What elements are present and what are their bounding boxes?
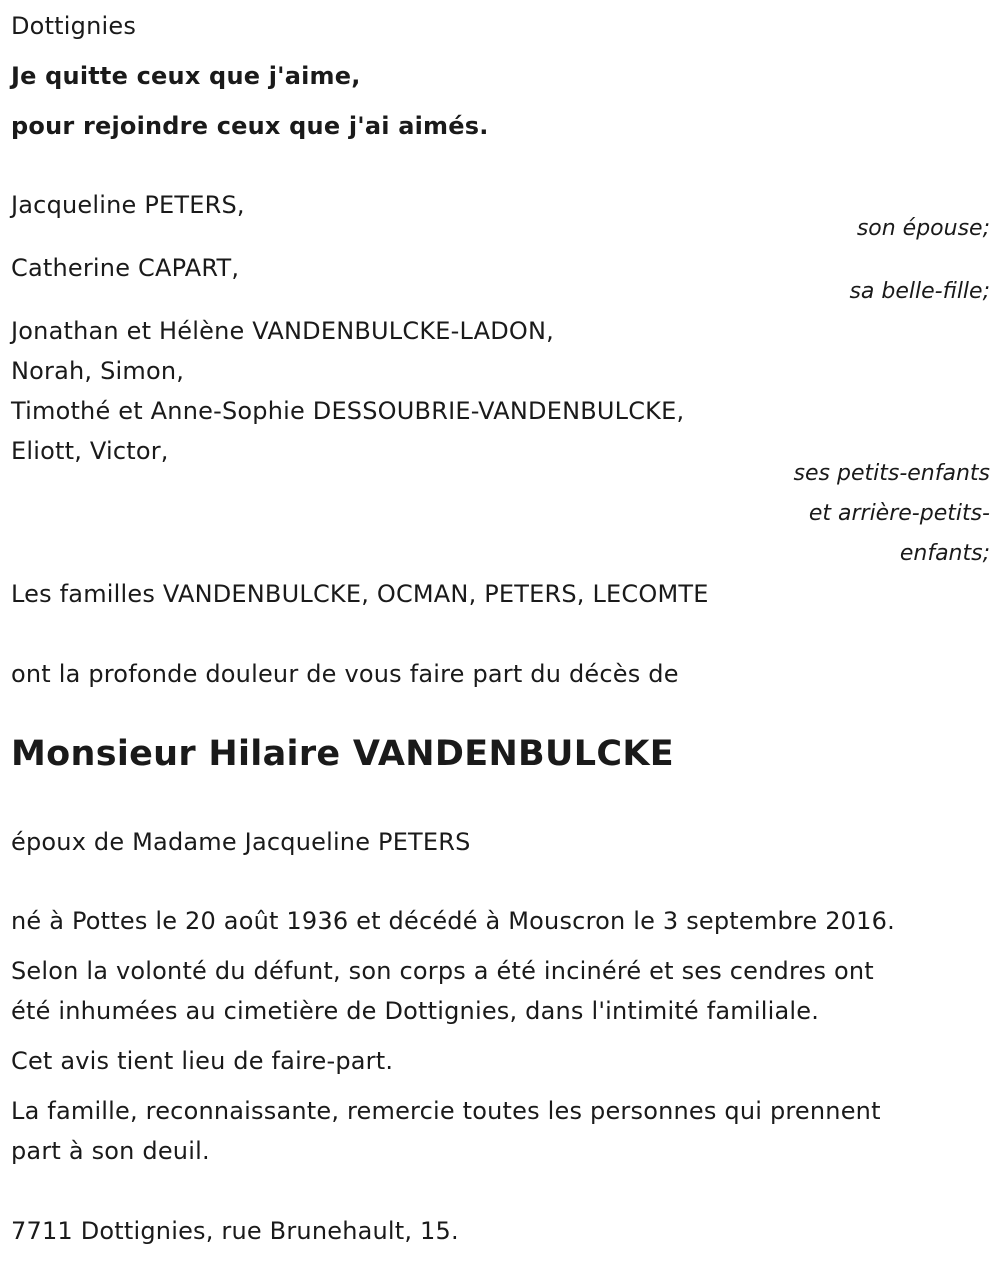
grandchildren-role-line: et arrière-petits- xyxy=(808,501,990,526)
address: 7711 Dottignies, rue Brunehault, 15. xyxy=(11,1217,459,1245)
announcement-intro: ont la profonde douleur de vous faire part du décès de xyxy=(11,660,679,688)
quote-line-1: Je quitte ceux que j'aime, xyxy=(11,62,361,90)
notice: Cet avis tient lieu de faire-part. xyxy=(11,1047,394,1075)
wishes-line-2: été inhumées au cimetière de Dottignies, dans l'intimité familiale. xyxy=(11,997,820,1025)
grandchildren-line: Jonathan et Hélène VANDENBULCKE-LADON, xyxy=(11,317,554,345)
grandchildren-line: Norah, Simon, xyxy=(11,357,185,385)
families: Les familles VANDENBULCKE, OCMAN, PETERS, LECOMTE xyxy=(11,580,709,608)
spouse-role: son épouse; xyxy=(856,216,990,241)
grandchildren-role-line: enfants; xyxy=(899,541,990,566)
spouse-of: époux de Madame Jacqueline PETERS xyxy=(11,828,471,856)
thanks-line-1: La famille, reconnaissante, remercie toutes les personnes qui prennent xyxy=(11,1097,881,1125)
daughter-in-law-name: Catherine CAPART, xyxy=(11,254,240,282)
birth-death: né à Pottes le 20 août 1936 et décédé à Mouscron le 3 septembre 2016. xyxy=(11,907,895,935)
spouse-name: Jacqueline PETERS, xyxy=(11,191,245,219)
location: Dottignies xyxy=(11,12,137,40)
wishes-line-1: Selon la volonté du défunt, son corps a été incinéré et ses cendres ont xyxy=(11,957,874,985)
daughter-in-law-role: sa belle-fille; xyxy=(849,279,990,304)
quote-line-2: pour rejoindre ceux que j'ai aimés. xyxy=(11,112,489,140)
grandchildren-line: Timothé et Anne-Sophie DESSOUBRIE-VANDENBULCKE, xyxy=(11,397,685,425)
thanks-line-2: part à son deuil. xyxy=(11,1137,210,1165)
grandchildren-line: Eliott, Victor, xyxy=(11,437,169,465)
grandchildren-role-line: ses petits-enfants xyxy=(793,461,990,486)
deceased-name: Monsieur Hilaire VANDENBULCKE xyxy=(11,734,674,774)
